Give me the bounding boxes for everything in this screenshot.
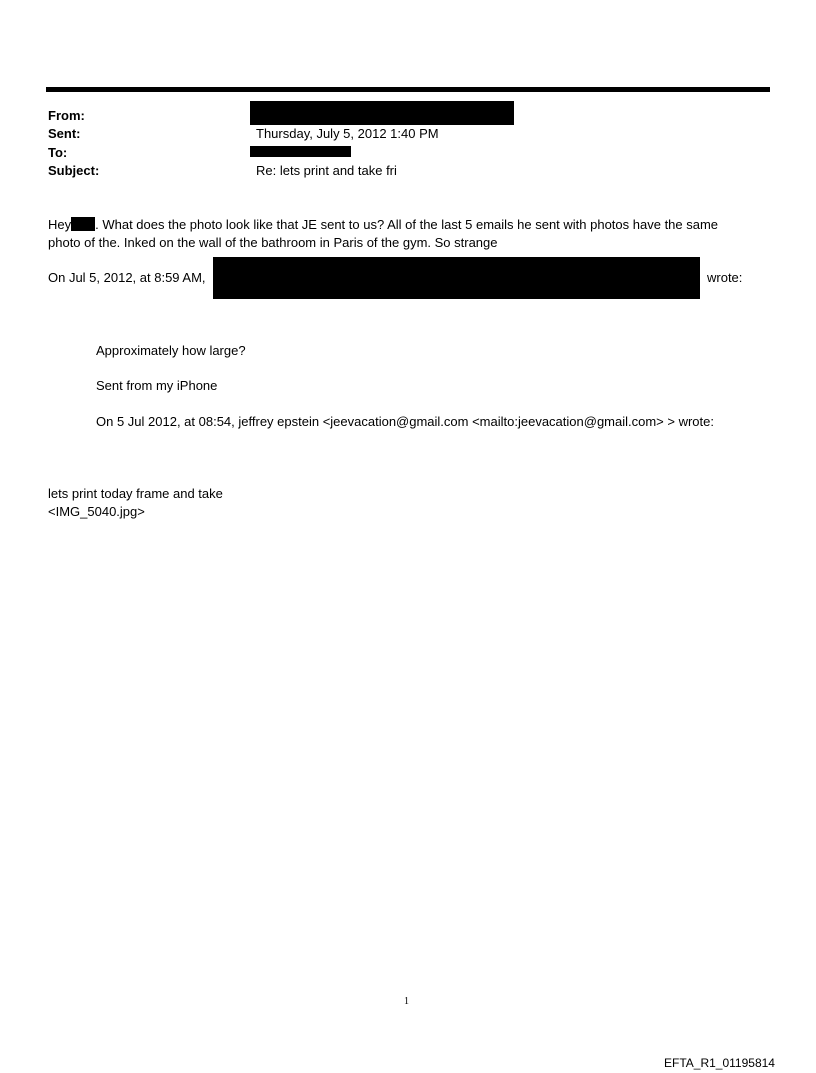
subject-value: Re: lets print and take fri bbox=[256, 163, 397, 178]
sent-label: Sent: bbox=[48, 126, 81, 141]
message-line-2: photo of the. Inked on the wall of the bathroom in Paris of the gym. So strange bbox=[48, 235, 498, 250]
sent-value: Thursday, July 5, 2012 1:40 PM bbox=[256, 126, 439, 141]
message-line-1 bbox=[48, 216, 718, 234]
original-line-1: lets print today frame and take bbox=[48, 486, 223, 501]
from-redaction bbox=[250, 101, 514, 125]
quoted-line-1: Approximately how large? bbox=[96, 343, 246, 358]
to-label: To: bbox=[48, 145, 68, 160]
original-line-2: <IMG_5040.jpg> bbox=[48, 504, 145, 519]
greeting: Hey bbox=[48, 217, 72, 232]
page-number: 1 bbox=[404, 996, 409, 1007]
bates-number: EFTA_R1_01195814 bbox=[664, 1056, 775, 1070]
quoted-line-2: Sent from my iPhone bbox=[96, 378, 218, 393]
subject-label: Subject: bbox=[48, 163, 100, 178]
name-redaction bbox=[71, 217, 95, 231]
quoted-line-3: On 5 Jul 2012, at 08:54, jeffrey epstein <jeevacation@gmail.com <mailto:jeevacation@gmail.com> > wrote: bbox=[96, 414, 714, 429]
sender-redaction bbox=[213, 257, 700, 299]
quote-intro: On Jul 5, 2012, at 8:59 AM, bbox=[48, 270, 206, 285]
message-line-1-rest: . What does the photo look like that JE sent to us? All of the last 5 emails he sent with photos have the same bbox=[95, 217, 719, 232]
header-rule bbox=[46, 87, 770, 92]
quote-intro-end: wrote: bbox=[707, 270, 743, 285]
from-label: From: bbox=[48, 108, 85, 123]
to-redaction bbox=[250, 146, 351, 157]
